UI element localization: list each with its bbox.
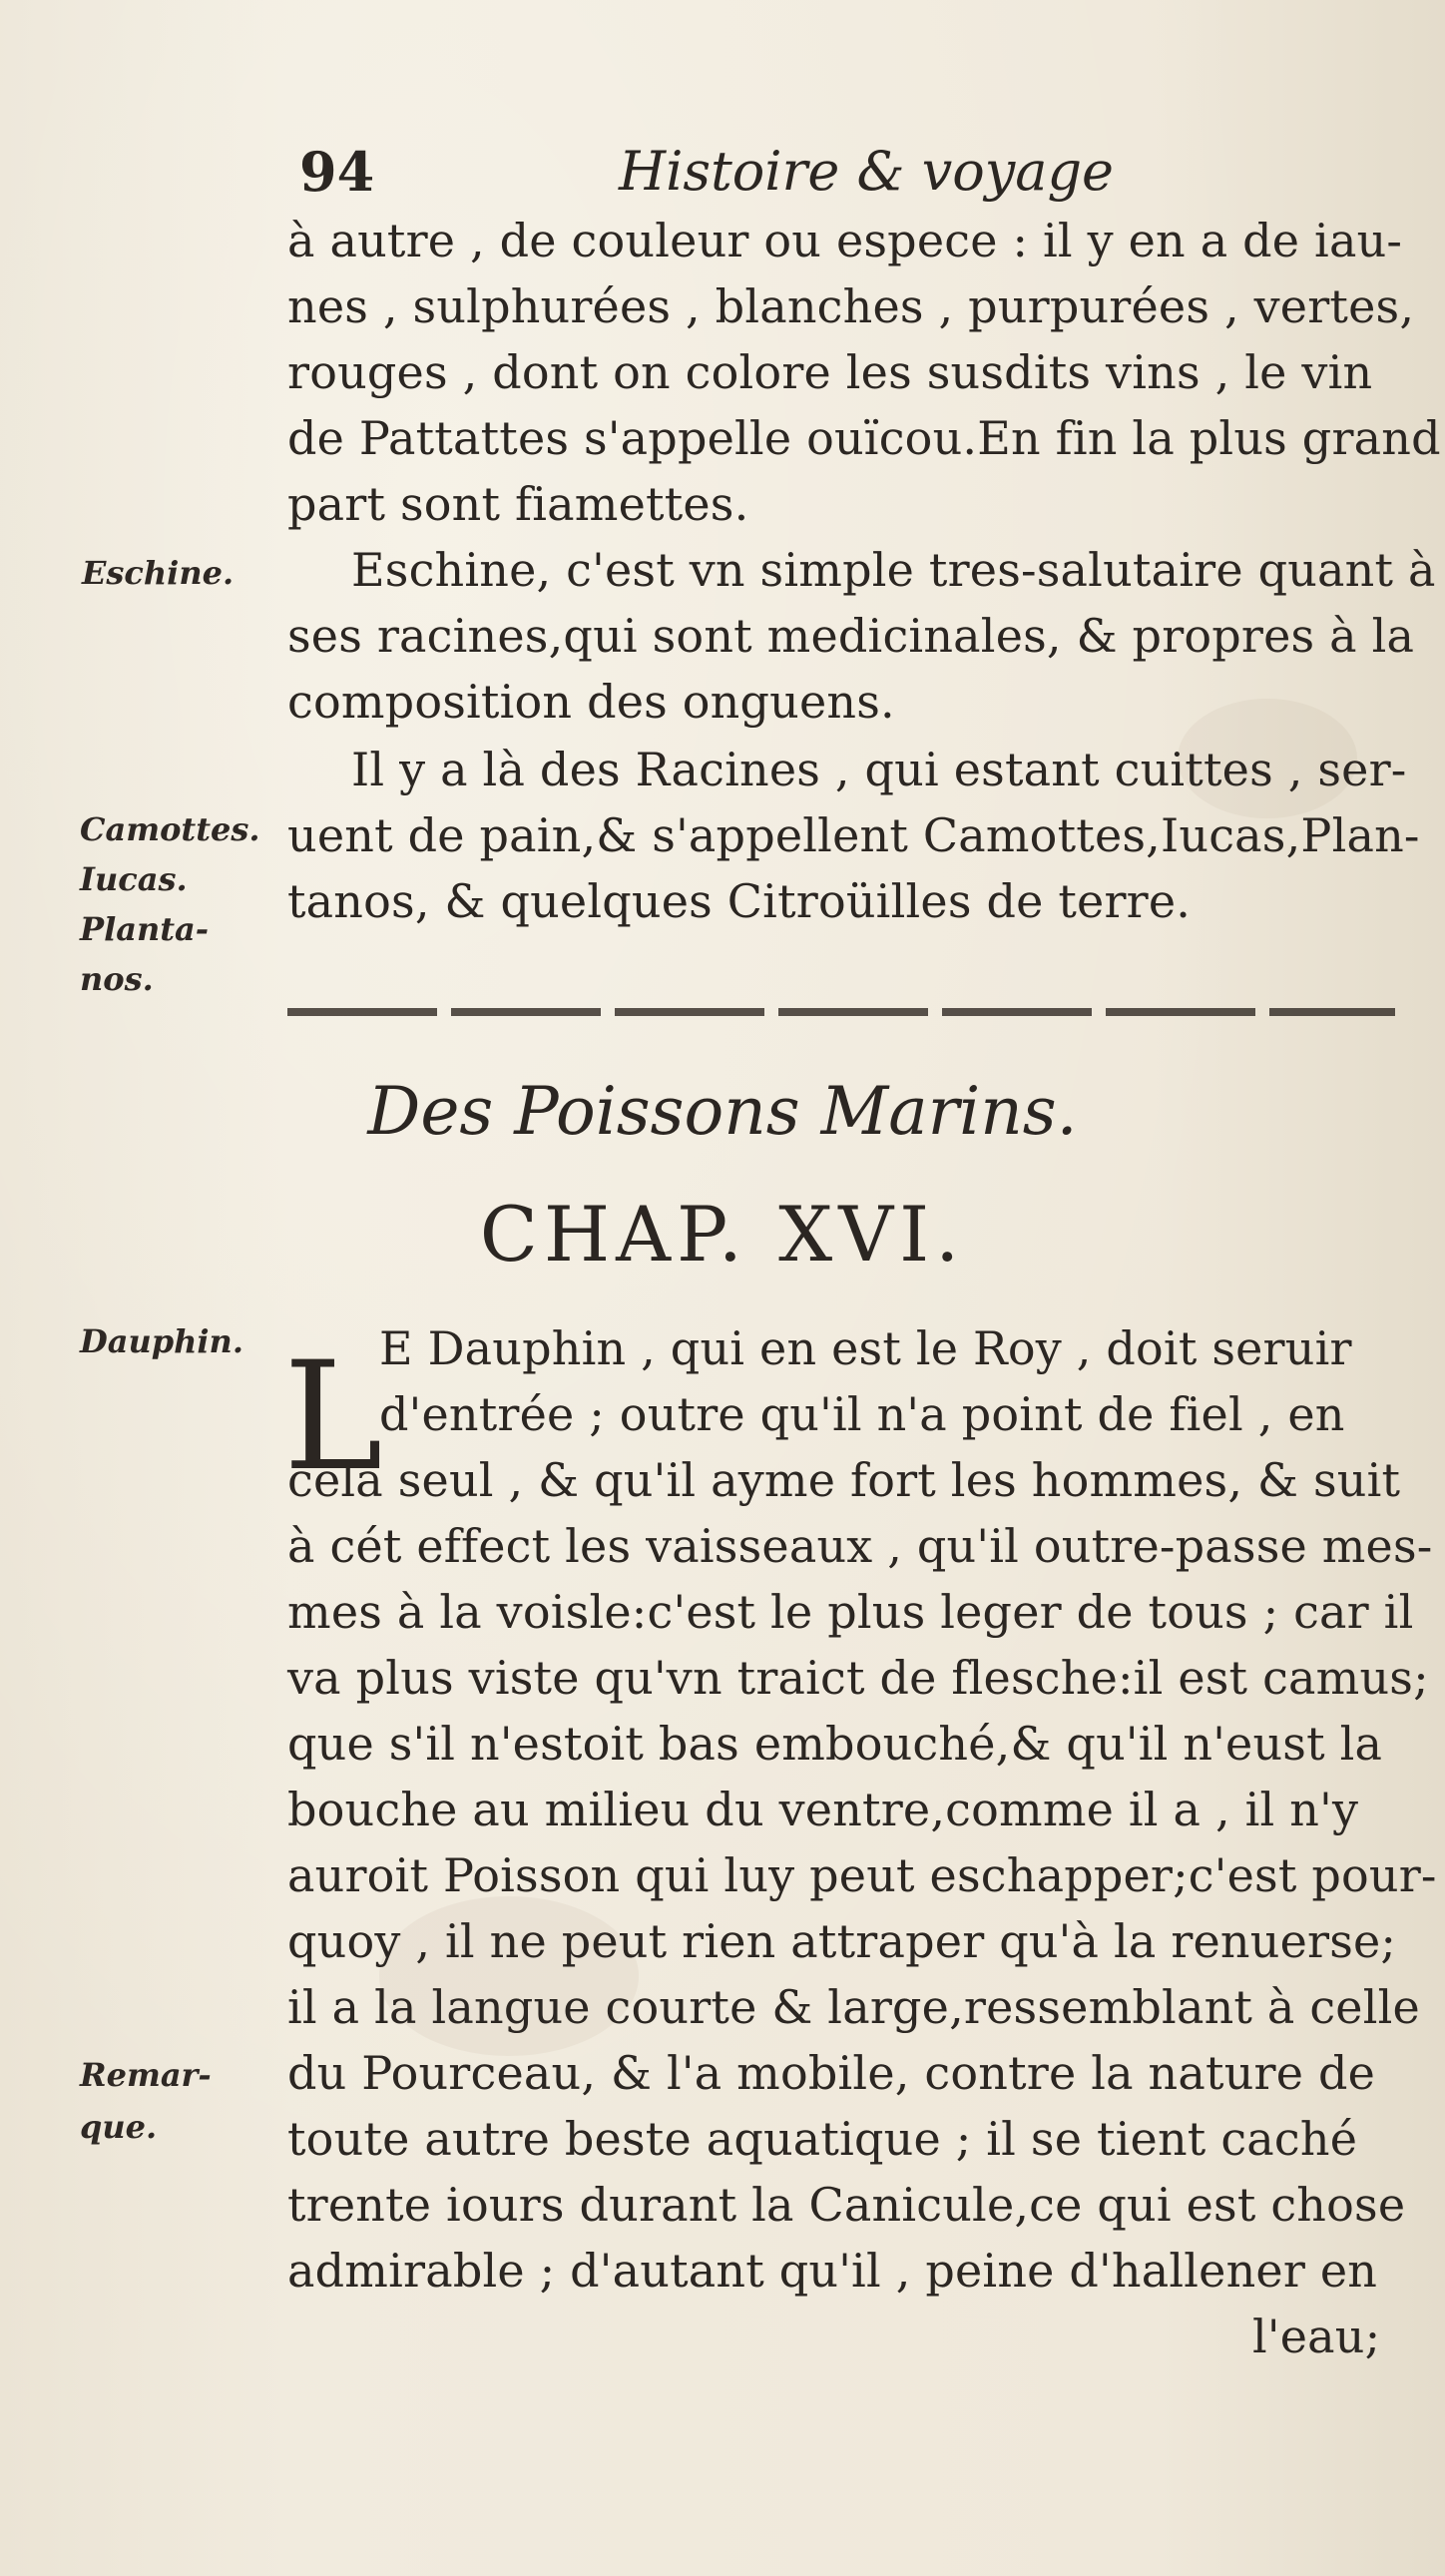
text-line: de Pattattes s'appelle ouïcou.En fin la plus grand	[287, 411, 1441, 465]
drop-cap: L	[283, 1330, 383, 1504]
catchword: l'eau;	[1252, 2310, 1381, 2363]
text-line: composition des onguens.	[287, 675, 895, 729]
text-line: d'entrée ; outre qu'il n'a point de fiel , en	[379, 1387, 1345, 1441]
text-line: du Pourceau, & l'a mobile, contre la nature de	[287, 2046, 1376, 2100]
text-line: à cét effect les vaisseaux , qu'il outre-passe mes-	[287, 1519, 1433, 1573]
text-line: quoy , il ne peut rien attraper qu'à la renuerse;	[287, 1914, 1397, 1968]
margin-note-eschine: Eschine.	[82, 554, 235, 592]
text-line: part sont fiamettes.	[287, 477, 749, 531]
text-line: cela seul , & qu'il ayme fort les hommes, & suit	[287, 1453, 1401, 1507]
text-line: va plus viste qu'vn traict de flesche:il est camus;	[287, 1651, 1429, 1705]
margin-note-plantanos: Planta-	[80, 910, 210, 948]
margin-note-remarque: que.	[80, 2108, 158, 2146]
text-line: E Dauphin , qui en est le Roy , doit seruir	[379, 1321, 1352, 1375]
margin-note-iucas: Iucas.	[80, 860, 188, 898]
text-line: ses racines,qui sont medicinales, & propres à la	[287, 609, 1415, 663]
margin-note-dauphin: Dauphin.	[80, 1322, 243, 1360]
text-line: Il y a là des Racines , qui estant cuittes , ser-	[351, 743, 1407, 796]
text-line: il a la langue courte & large,ressemblant à celle	[287, 1980, 1420, 2034]
chapter-heading: CHAP. XVI.	[479, 1190, 966, 1279]
text-line: tanos, & quelques Citroüilles de terre.	[287, 874, 1192, 928]
text-line: Eschine, c'est vn simple tres-salutaire quant à	[351, 543, 1436, 597]
text-line: toute autre beste aquatique ; il se tient caché	[287, 2112, 1358, 2166]
running-title: Histoire & voyage	[619, 140, 1114, 203]
margin-note-camottes: Camottes.	[80, 810, 260, 848]
ornamental-rule	[287, 1008, 1395, 1016]
text-line: uent de pain,& s'appellent Camottes,Iucas,Plan-	[287, 808, 1420, 862]
text-line: mes à la voisle:c'est le plus leger de tous ; car il	[287, 1585, 1414, 1639]
section-title: Des Poissons Marins.	[367, 1073, 1078, 1150]
text-line: nes , sulphurées , blanches , purpurées , vertes,	[287, 279, 1415, 333]
text-line: que s'il n'estoit bas embouché,& qu'il n'eust la	[287, 1717, 1383, 1771]
page-number: 94	[299, 140, 375, 204]
text-line: rouges , dont on colore les susdits vins , le vin	[287, 345, 1373, 399]
text-line: trente iours durant la Canicule,ce qui est chose	[287, 2178, 1406, 2232]
text-line: auroit Poisson qui luy peut eschapper;c'est pour-	[287, 1848, 1437, 1902]
text-line: admirable ; d'autant qu'il , peine d'hallener en	[287, 2244, 1378, 2298]
text-line: bouche au milieu du ventre,comme il a , il n'y	[287, 1783, 1359, 1836]
text-line: à autre , de couleur ou espece : il y en a de iau-	[287, 214, 1403, 267]
margin-note-plantanos: nos.	[80, 960, 154, 998]
margin-note-remarque: Remar-	[80, 2056, 212, 2094]
